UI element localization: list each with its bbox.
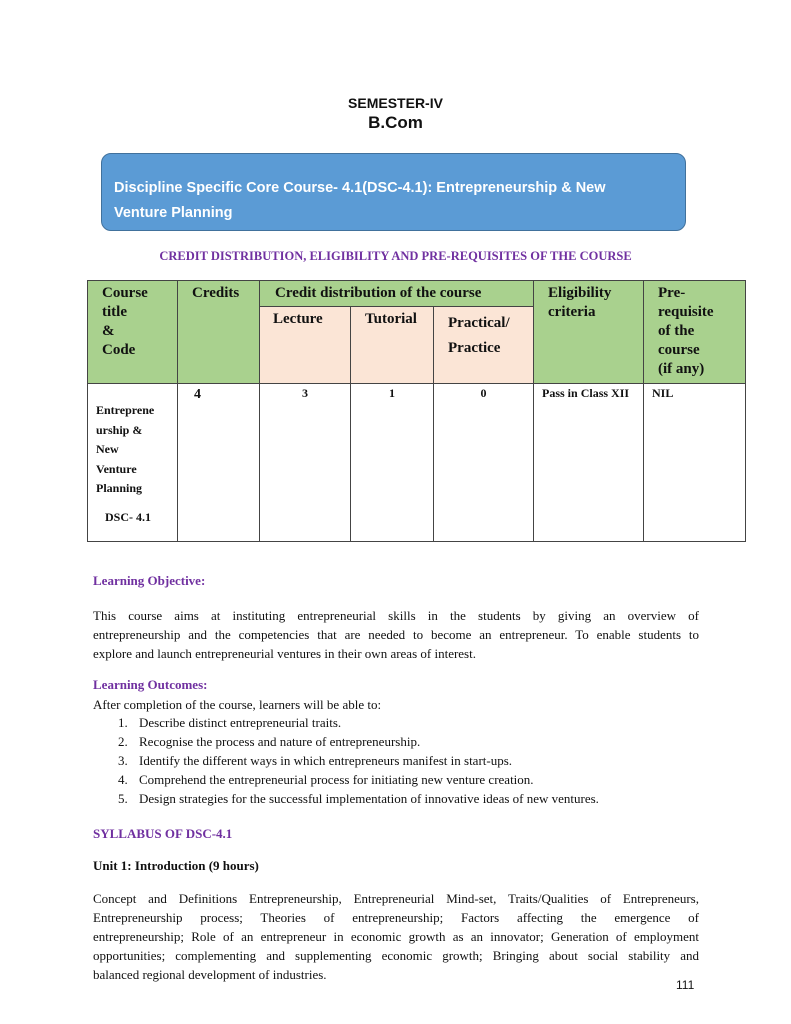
list-item: 3. Identify the different ways in which entrepreneurs manifest in start-ups. [118, 753, 513, 768]
banner-line-2: Venture Planning [114, 205, 233, 221]
cell-tutorial: 1 [351, 384, 434, 542]
learning-outcomes-heading: Learning Outcomes: [93, 677, 208, 692]
header-tutorial: Tutorial [351, 307, 434, 384]
unit-1-title: Unit 1: Introduction (9 hours) [93, 858, 259, 873]
course-title-banner [101, 153, 686, 231]
banner-line-1: Discipline Specific Core Course- 4.1(DSC-4.1): Entrepreneurship & New [114, 180, 606, 196]
learning-outcomes-list [118, 713, 599, 808]
semester-heading: SEMESTER-IV [348, 95, 443, 111]
list-item: 4. Comprehend the entrepreneurial process for initiating new venture creation. [118, 772, 534, 787]
unit-1-text: Concept and Definitions Entrepreneurship, Entrepreneurial Mind-set, Traits/Qualities of Entrepreneurs, Entrepreneurship process; Theories of entrepreneurship; Factors affecting the emergence of entrepreneurship; Role of an entrepreneur in economic growth as an innovator; Generation of employment opportunities; complementing and supplementing economic growth; Bringing about social stability and balanced regional development of industries. [93, 891, 699, 982]
cell-course-title: Entreprene urship & New Venture Planning DSC- 4.1 [88, 384, 178, 542]
cell-eligibility: Pass in Class XII [534, 384, 644, 542]
list-item: 1. Describe distinct entrepreneurial traits. [118, 715, 342, 730]
header-credit-distribution: Credit distribution of the course [260, 281, 534, 307]
credit-table [87, 280, 746, 542]
header-credits: Credits [178, 281, 260, 384]
page-number: 111 [676, 978, 695, 992]
header-lecture: Lecture [260, 307, 351, 384]
learning-objective-heading: Learning Objective: [93, 573, 206, 588]
header-eligibility: Eligibility criteria [534, 281, 644, 384]
cell-practical: 0 [434, 384, 534, 542]
syllabus-heading: SYLLABUS OF DSC-4.1 [93, 826, 233, 841]
learning-outcomes-intro: After completion of the course, learners will be able to: [93, 697, 382, 712]
list-item: 5. Design strategies for the successful implementation of innovative ideas of new ventures. [118, 791, 599, 806]
cell-lecture: 3 [260, 384, 351, 542]
list-item: 2. Recognise the process and nature of entrepreneurship. [118, 734, 421, 749]
header-course-title: Course title & Code [88, 281, 178, 384]
credit-distribution-heading: CREDIT DISTRIBUTION, ELIGIBILITY AND PRE-REQUISITES OF THE COURSE [159, 249, 632, 263]
cell-course-code: DSC- 4.1 [105, 509, 152, 524]
learning-objective-text: This course aims at instituting entrepreneurial skills in the students by giving an overview of entrepreneurship and the competencies that are needed to become an entrepreneur. To enable students to explore and launch entrepreneurial ventures in their own areas of interest. [93, 608, 699, 661]
header-prerequisite: Pre- requisite of the course (if any) [644, 281, 746, 384]
cell-prerequisite: NIL [644, 384, 746, 542]
cell-credits: 4 [178, 384, 260, 542]
header-practical: Practical/ Practice [434, 307, 534, 384]
programme-heading: B.Com [368, 113, 423, 132]
